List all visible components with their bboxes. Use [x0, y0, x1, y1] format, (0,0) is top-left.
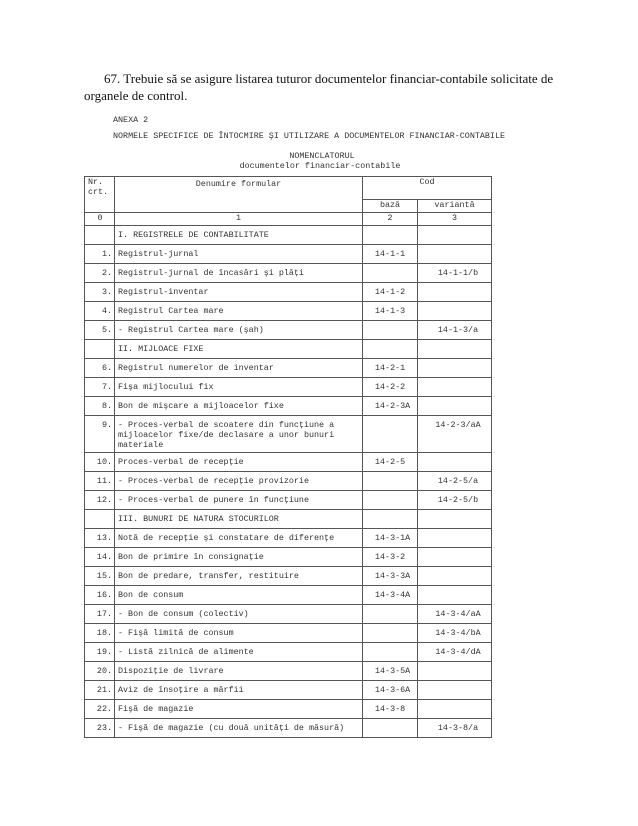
row-number: 8. [85, 397, 115, 416]
row-number: 15. [85, 567, 115, 586]
row-number: 1. [85, 245, 115, 264]
form-name: Fişă de magazie [115, 700, 363, 719]
intro-paragraph [84, 70, 564, 104]
form-name: Bon de mişcare a mijloacelor fixe [115, 397, 363, 416]
code-variant: 14-1-3/a [418, 321, 492, 340]
table-row [85, 378, 492, 397]
documents-table [84, 176, 492, 738]
table-row [85, 491, 492, 510]
code-base: 14-3-8 [363, 700, 418, 719]
table-row [85, 245, 492, 264]
form-name: II. MIJLOACE FIXE [115, 340, 363, 359]
code-base [363, 321, 418, 340]
paragraph-line-2: organele de control. [84, 88, 188, 103]
row-number: 19. [85, 643, 115, 662]
row-number: 14. [85, 548, 115, 567]
code-base: 14-3-6A [363, 681, 418, 700]
code-base [363, 510, 418, 529]
code-base: 14-2-1 [363, 359, 418, 378]
row-number [85, 510, 115, 529]
form-name: Proces-verbal de recepţie [115, 453, 363, 472]
table-row [85, 605, 492, 624]
row-number: 16. [85, 586, 115, 605]
code-variant [418, 548, 492, 567]
header-denumire: Denumire formular [115, 177, 363, 213]
header-nr-crt [85, 177, 115, 213]
header-baza: bază [363, 200, 418, 213]
code-variant [418, 529, 492, 548]
table-row [85, 321, 492, 340]
code-variant: 14-3-4/aA [418, 605, 492, 624]
table-row [85, 548, 492, 567]
code-variant [418, 340, 492, 359]
column-number: 1 [115, 213, 363, 226]
table-row [85, 226, 492, 245]
table-row [85, 453, 492, 472]
code-base: 14-3-2 [363, 548, 418, 567]
code-base: 14-2-5 [363, 453, 418, 472]
table-row [85, 624, 492, 643]
code-base [363, 264, 418, 283]
code-base [363, 226, 418, 245]
row-number: 11. [85, 472, 115, 491]
form-name: Bon de primire în consignaţie [115, 548, 363, 567]
column-number: 3 [418, 213, 492, 226]
form-name: Registrul numerelor de inventar [115, 359, 363, 378]
code-variant: 14-3-4/bA [418, 624, 492, 643]
table-row [85, 283, 492, 302]
form-name: - Bon de consum (colectiv) [115, 605, 363, 624]
row-number: 9. [85, 416, 115, 453]
annex-label: ANEXA 2 [113, 115, 149, 125]
form-name: Registrul-jurnal de încasări şi plăţi [115, 264, 363, 283]
code-variant: 14-2-5/b [418, 491, 492, 510]
code-variant [418, 453, 492, 472]
row-number: 13. [85, 529, 115, 548]
form-name: Aviz de însoţire a mărfii [115, 681, 363, 700]
code-variant [418, 397, 492, 416]
table-row [85, 567, 492, 586]
code-variant: 14-3-8/a [418, 719, 492, 738]
table-row [85, 340, 492, 359]
row-number [85, 340, 115, 359]
form-name: III. BUNURI DE NATURA STOCURILOR [115, 510, 363, 529]
code-base: 14-3-5A [363, 662, 418, 681]
row-number [85, 226, 115, 245]
code-base: 14-2-3A [363, 397, 418, 416]
code-variant [418, 567, 492, 586]
table-row [85, 662, 492, 681]
form-name: Bon de consum [115, 586, 363, 605]
header-nr: Nr. [88, 177, 104, 187]
code-base [363, 624, 418, 643]
form-name: - Proces-verbal de punere în funcţiune [115, 491, 363, 510]
form-name: Registrul-inventar [115, 283, 363, 302]
code-variant [418, 302, 492, 321]
table-row [85, 264, 492, 283]
code-base: 14-1-2 [363, 283, 418, 302]
form-name: Registrul-jurnal [115, 245, 363, 264]
row-number: 23. [85, 719, 115, 738]
code-base: 14-3-3A [363, 567, 418, 586]
code-base: 14-1-1 [363, 245, 418, 264]
code-base: 14-1-3 [363, 302, 418, 321]
row-number: 2. [85, 264, 115, 283]
column-number-row [85, 213, 492, 226]
table-header-row [85, 177, 492, 200]
paragraph-line-1: 67. Trebuie să se asigure listarea tuturor documentelor financiar-contabile solicitate de [104, 71, 554, 86]
code-variant: 14-1-1/b [418, 264, 492, 283]
code-variant [418, 700, 492, 719]
row-number: 18. [85, 624, 115, 643]
row-number: 21. [85, 681, 115, 700]
form-name: Fişa mijlocului fix [115, 378, 363, 397]
form-name: - Proces-verbal de scoatere din funcţiune a mijloacelor fixe/de declasare a unor bunuri materiale [115, 416, 363, 453]
table-row [85, 700, 492, 719]
form-name: - Registrul Cartea mare (şah) [115, 321, 363, 340]
code-variant: 14-3-4/dA [418, 643, 492, 662]
code-base [363, 416, 418, 453]
code-base: 14-3-1A [363, 529, 418, 548]
form-name: - Listă zilnică de alimente [115, 643, 363, 662]
table-row [85, 719, 492, 738]
table-row [85, 529, 492, 548]
code-base [363, 719, 418, 738]
row-number: 7. [85, 378, 115, 397]
row-number: 4. [85, 302, 115, 321]
code-variant [418, 245, 492, 264]
row-number: 17. [85, 605, 115, 624]
code-variant [418, 226, 492, 245]
row-number: 22. [85, 700, 115, 719]
form-name: I. REGISTRELE DE CONTABILITATE [115, 226, 363, 245]
table-row [85, 397, 492, 416]
column-number: 2 [363, 213, 418, 226]
code-base [363, 472, 418, 491]
form-name: - Fişă de magazie (cu două unităţi de măsură) [115, 719, 363, 738]
row-number: 5. [85, 321, 115, 340]
document-heading: NORMELE SPECIFICE DE ÎNTOCMIRE ŞI UTILIZARE A DOCUMENTELOR FINANCIAR-CONTABILE [113, 131, 506, 141]
header-varianta: variantă [418, 200, 492, 213]
code-variant [418, 681, 492, 700]
code-base: 14-3-4A [363, 586, 418, 605]
nomenclator-title: NOMENCLATORUL [289, 151, 355, 161]
table-row [85, 359, 492, 378]
row-number: 6. [85, 359, 115, 378]
code-variant: 14-2-3/aA [418, 416, 492, 453]
table-row [85, 681, 492, 700]
code-base [363, 340, 418, 359]
form-name: Notă de recepţie şi constatare de diferenţe [115, 529, 363, 548]
table-row [85, 416, 492, 453]
row-number: 3. [85, 283, 115, 302]
header-cod: Cod [363, 177, 492, 200]
code-variant [418, 359, 492, 378]
code-variant [418, 378, 492, 397]
form-name: Dispoziţie de livrare [115, 662, 363, 681]
code-base: 14-2-2 [363, 378, 418, 397]
code-base [363, 605, 418, 624]
code-variant [418, 662, 492, 681]
code-variant [418, 586, 492, 605]
form-name: Bon de predare, transfer, restituire [115, 567, 363, 586]
form-name: - Fişă limită de consum [115, 624, 363, 643]
table-row [85, 302, 492, 321]
row-number: 12. [85, 491, 115, 510]
table-row [85, 510, 492, 529]
column-number: 0 [85, 213, 115, 226]
code-base [363, 491, 418, 510]
nomenclator-subtitle: documentelor financiar-contabile [239, 161, 401, 171]
row-number: 20. [85, 662, 115, 681]
table-row [85, 643, 492, 662]
form-name: - Proces-verbal de recepţie provizorie [115, 472, 363, 491]
header-crt: crt. [88, 187, 109, 197]
row-number: 10. [85, 453, 115, 472]
code-variant [418, 510, 492, 529]
table-row [85, 472, 492, 491]
code-variant: 14-2-5/a [418, 472, 492, 491]
code-base [363, 643, 418, 662]
code-variant [418, 283, 492, 302]
table-row [85, 586, 492, 605]
form-name: Registrul Cartea mare [115, 302, 363, 321]
